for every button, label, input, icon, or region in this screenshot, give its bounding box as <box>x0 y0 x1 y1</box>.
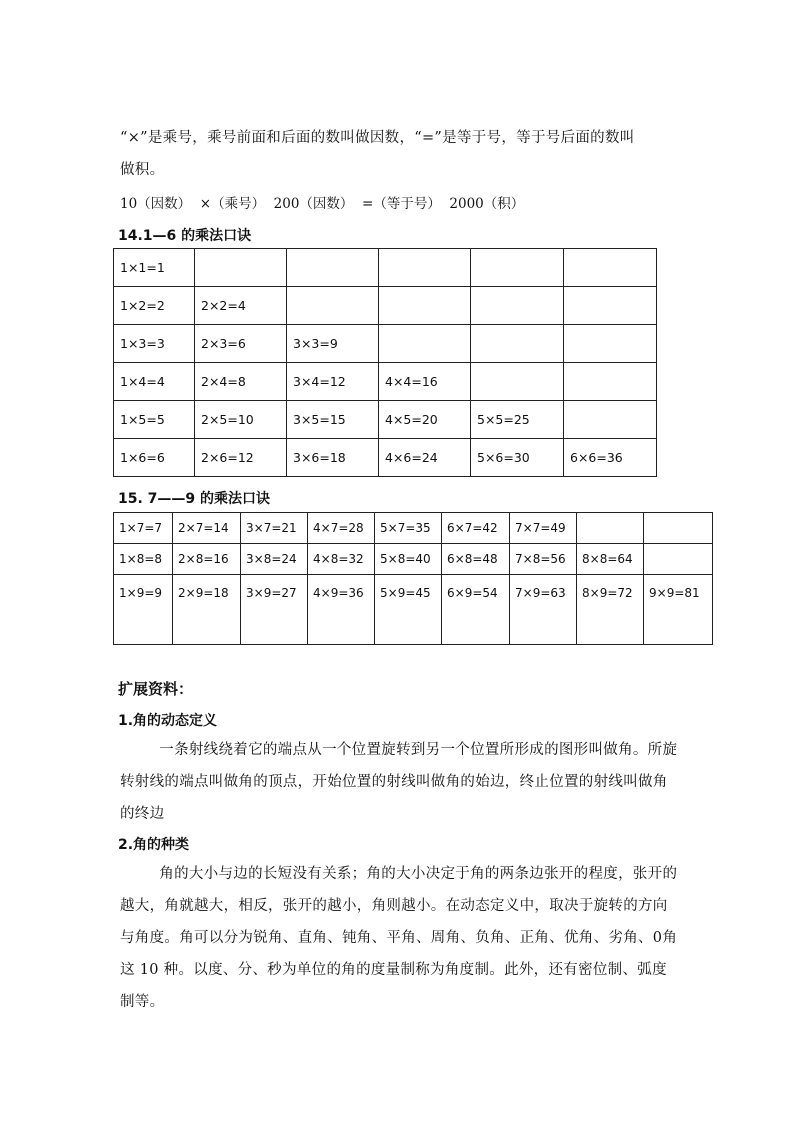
table-cell <box>644 544 713 575</box>
table-cell <box>287 249 379 287</box>
table-cell: 8×9=72 <box>577 575 644 645</box>
table-cell: 2×5=10 <box>195 401 287 439</box>
intro-line-1: “×”是乘号，乘号前面和后面的数叫做因数，“=”是等于号，等于号后面的数叫 <box>120 130 635 146</box>
table-cell: 4×4=16 <box>379 363 471 401</box>
table-cell: 1×8=8 <box>114 544 173 575</box>
table-cell <box>471 363 564 401</box>
table-cell: 6×9=54 <box>442 575 510 645</box>
table-cell: 2×9=18 <box>173 575 241 645</box>
table-cell <box>379 249 471 287</box>
table-cell: 4×8=32 <box>308 544 375 575</box>
table-cell: 3×5=15 <box>287 401 379 439</box>
table-cell: 1×3=3 <box>114 325 195 363</box>
table-cell: 6×7=42 <box>442 513 510 544</box>
intro-line-2: 做积。 <box>120 162 165 178</box>
table-cell: 1×7=7 <box>114 513 173 544</box>
table-cell <box>379 325 471 363</box>
table-cell: 7×9=63 <box>510 575 577 645</box>
table-cell: 2×2=4 <box>195 287 287 325</box>
table-cell: 7×8=56 <box>510 544 577 575</box>
table-cell: 1×9=9 <box>114 575 173 645</box>
table-cell <box>471 325 564 363</box>
table-cell: 4×6=24 <box>379 439 471 477</box>
table-cell: 6×6=36 <box>564 439 657 477</box>
table-cell: 1×1=1 <box>114 249 195 287</box>
table-cell <box>577 513 644 544</box>
table-row <box>114 287 657 325</box>
table-cell: 2×4=8 <box>195 363 287 401</box>
subsection-2-heading: 2.角的种类 <box>118 837 190 853</box>
table-cell: 4×7=28 <box>308 513 375 544</box>
subsection-1-heading: 1.角的动态定义 <box>118 713 218 729</box>
table-cell: 1×6=6 <box>114 439 195 477</box>
table-cell <box>195 249 287 287</box>
table-row <box>114 513 713 544</box>
table-cell: 3×7=21 <box>241 513 308 544</box>
table-cell: 5×5=25 <box>471 401 564 439</box>
table-row <box>114 544 713 575</box>
table-cell: 6×8=48 <box>442 544 510 575</box>
table-cell <box>379 287 471 325</box>
table-cell: 3×9=27 <box>241 575 308 645</box>
table-cell: 4×5=20 <box>379 401 471 439</box>
table-row <box>114 575 713 645</box>
section-14-heading: 14.1—6 的乘法口诀 <box>118 228 252 244</box>
table-cell: 1×2=2 <box>114 287 195 325</box>
example-equation: 10（因数） ×（乘号） 200（因数） =（等于号） 2000（积） <box>120 196 525 212</box>
table-cell: 5×7=35 <box>375 513 442 544</box>
table-cell: 2×3=6 <box>195 325 287 363</box>
table-row <box>114 401 657 439</box>
table-cell <box>644 513 713 544</box>
table-7-9 <box>113 512 713 645</box>
table-cell: 4×9=36 <box>308 575 375 645</box>
table-cell: 8×8=64 <box>577 544 644 575</box>
table-cell <box>564 287 657 325</box>
table-cell: 2×7=14 <box>173 513 241 544</box>
table-row <box>114 439 657 477</box>
table-cell <box>471 249 564 287</box>
table-cell: 1×4=4 <box>114 363 195 401</box>
table-cell: 5×6=30 <box>471 439 564 477</box>
table-cell <box>564 325 657 363</box>
table-cell <box>564 363 657 401</box>
table-cell <box>564 401 657 439</box>
table-cell: 3×3=9 <box>287 325 379 363</box>
table-cell: 5×9=45 <box>375 575 442 645</box>
table-cell: 1×5=5 <box>114 401 195 439</box>
table-cell <box>564 249 657 287</box>
subsection-1-body: 一条射线绕着它的端点从一个位置旋转到另一个位置所形成的图形叫做角。所旋转射线的端点叫做角的顶点，开始位置的射线叫做角的始边，终止位置的射线叫做角的终边 <box>120 742 678 822</box>
table-cell: 9×9=81 <box>644 575 713 645</box>
table-cell: 7×7=49 <box>510 513 577 544</box>
table-cell: 2×8=16 <box>173 544 241 575</box>
table-cell: 5×8=40 <box>375 544 442 575</box>
table-1-6 <box>113 248 657 477</box>
table-cell <box>287 287 379 325</box>
table-cell: 3×8=24 <box>241 544 308 575</box>
table-row <box>114 325 657 363</box>
table-cell <box>471 287 564 325</box>
table-row <box>114 249 657 287</box>
table-row <box>114 363 657 401</box>
table-cell: 3×6=18 <box>287 439 379 477</box>
table-cell: 3×4=12 <box>287 363 379 401</box>
subsection-2-body: 角的大小与边的长短没有关系；角的大小决定于角的两条边张开的程度，张开的越大，角就越大，相反，张开的越小，角则越小。在动态定义中，取决于旋转的方向与角度。角可以分为锐角、直角、钝角、平角、周角、负角、正角、优角、劣角、0角这 10 种。以度、分、秒为单位的角的度量制称为角度制。此外，还有密位制、弧度制等。 <box>120 866 678 1010</box>
extended-heading: 扩展资料： <box>118 680 194 698</box>
table-cell: 2×6=12 <box>195 439 287 477</box>
section-15-heading: 15. 7——9 的乘法口诀 <box>118 491 271 507</box>
